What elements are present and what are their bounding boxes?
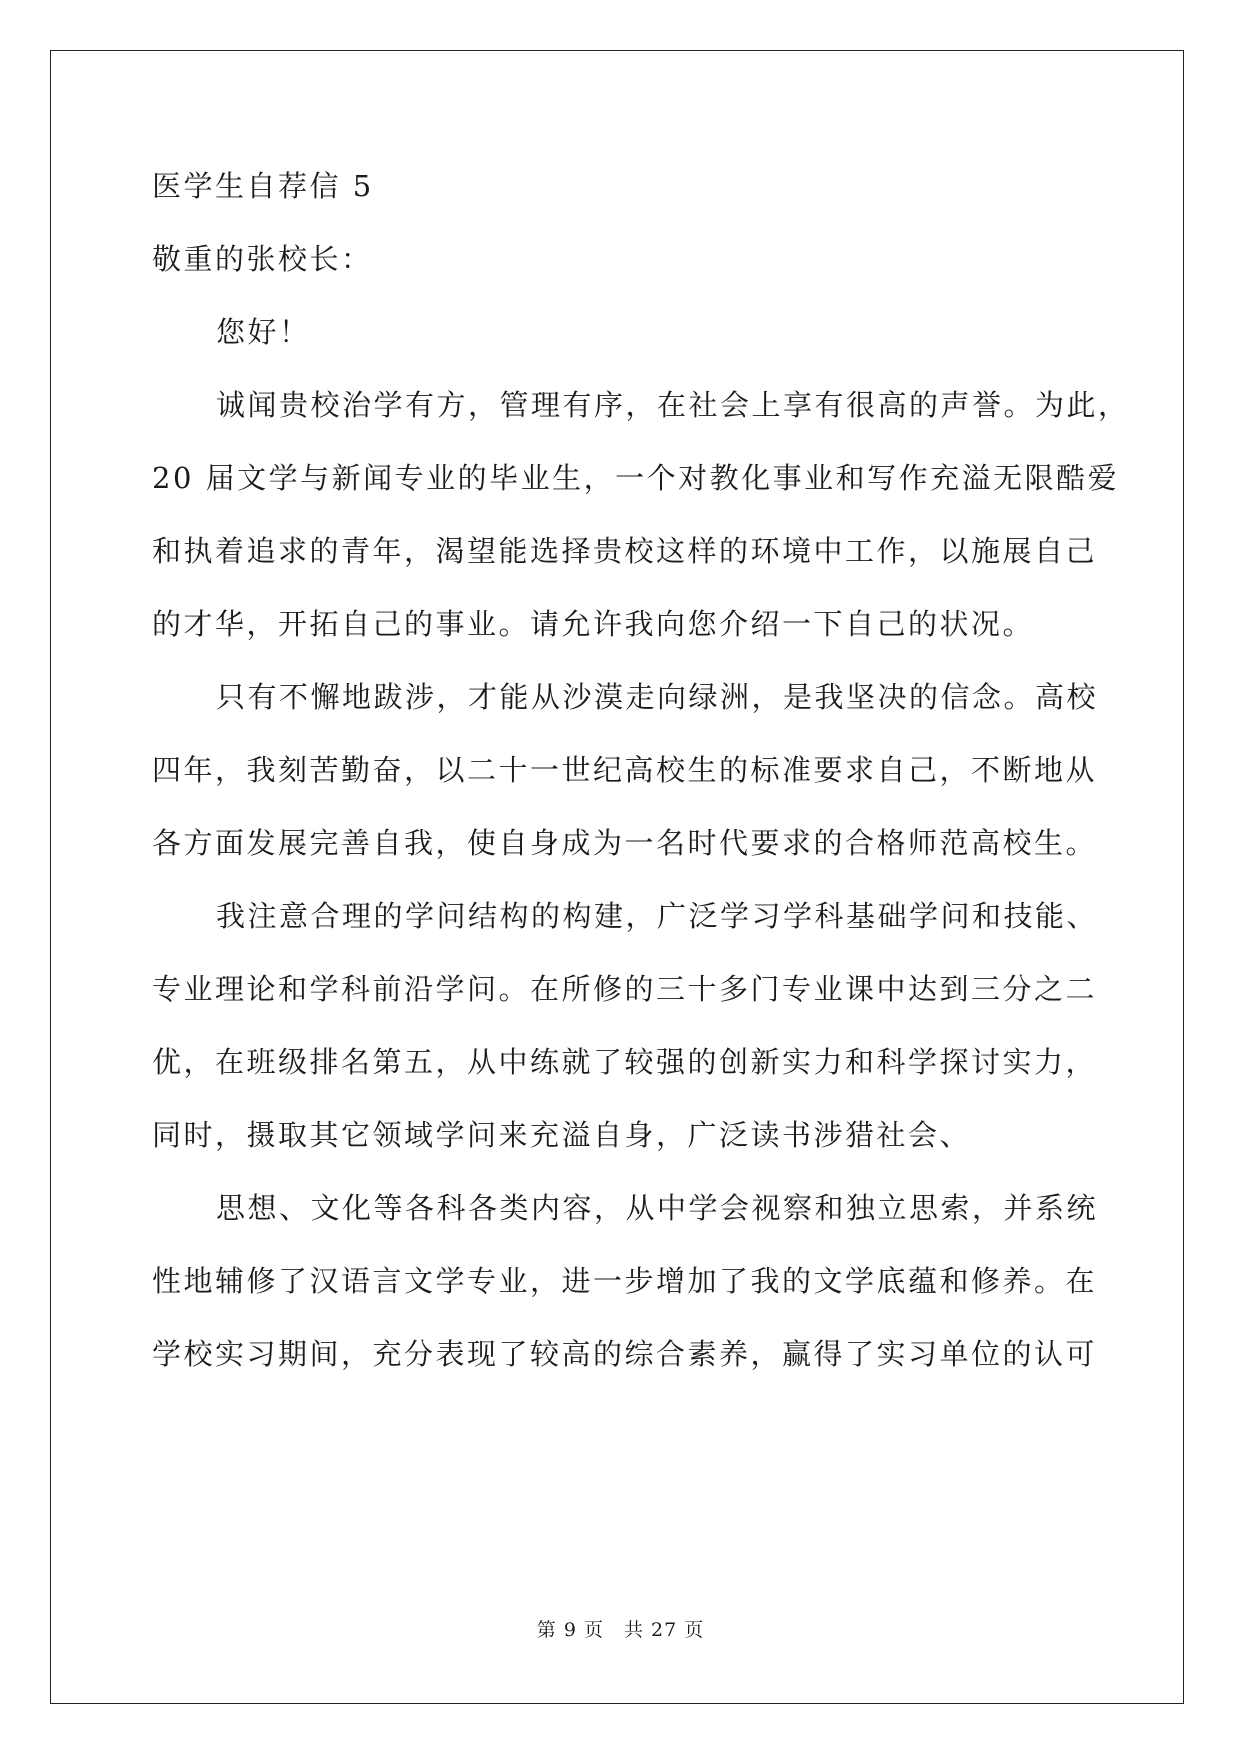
salutation: 敬重的张校长： bbox=[152, 242, 373, 276]
text-line: 您好！ bbox=[216, 315, 311, 349]
text-line: 的才华，开拓自己的事业。请允许我向您介绍一下自己的状况。 bbox=[152, 607, 1035, 641]
text-line: 优，在班级排名第五，从中练就了较强的创新实力和科学探讨实力， bbox=[152, 1045, 1098, 1079]
text-line: 和执着追求的青年，渴望能选择贵校这样的环境中工作，以施展自己 bbox=[152, 534, 1098, 568]
text-line: 只有不懈地跋涉，才能从沙漠走向绿洲，是我坚决的信念。高校 bbox=[216, 680, 1099, 714]
text-line: 同时，摄取其它领域学问来充溢自身，广泛读书涉猎社会、 bbox=[152, 1118, 972, 1152]
text-line: 学校实习期间，充分表现了较高的综合素养，赢得了实习单位的认可 bbox=[152, 1337, 1098, 1371]
text-line: 20 届文学与新闻专业的毕业生，一个对教化事业和写作充溢无限酷爱 bbox=[152, 461, 1120, 495]
page-border bbox=[50, 50, 1184, 1704]
text-line: 各方面发展完善自我，使自身成为一名时代要求的合格师范高校生。 bbox=[152, 826, 1098, 860]
text-line: 思想、文化等各科各类内容，从中学会视察和独立思索，并系统 bbox=[216, 1191, 1099, 1225]
text-line: 诚闻贵校治学有方，管理有序，在社会上享有很高的声誉。为此， bbox=[216, 388, 1130, 422]
text-line: 性地辅修了汉语言文学专业，进一步增加了我的文学底蕴和修养。在 bbox=[152, 1264, 1098, 1298]
text-line: 专业理论和学科前沿学问。在所修的三十多门专业课中达到三分之二 bbox=[152, 972, 1098, 1006]
text-line: 四年，我刻苦勤奋，以二十一世纪高校生的标准要求自己，不断地从 bbox=[152, 753, 1098, 787]
page-number: 第 9 页 共 27 页 bbox=[536, 1619, 705, 1641]
text-line: 我注意合理的学问结构的构建，广泛学习学科基础学问和技能、 bbox=[216, 899, 1099, 933]
document-title: 医学生自荐信 5 bbox=[152, 169, 374, 203]
